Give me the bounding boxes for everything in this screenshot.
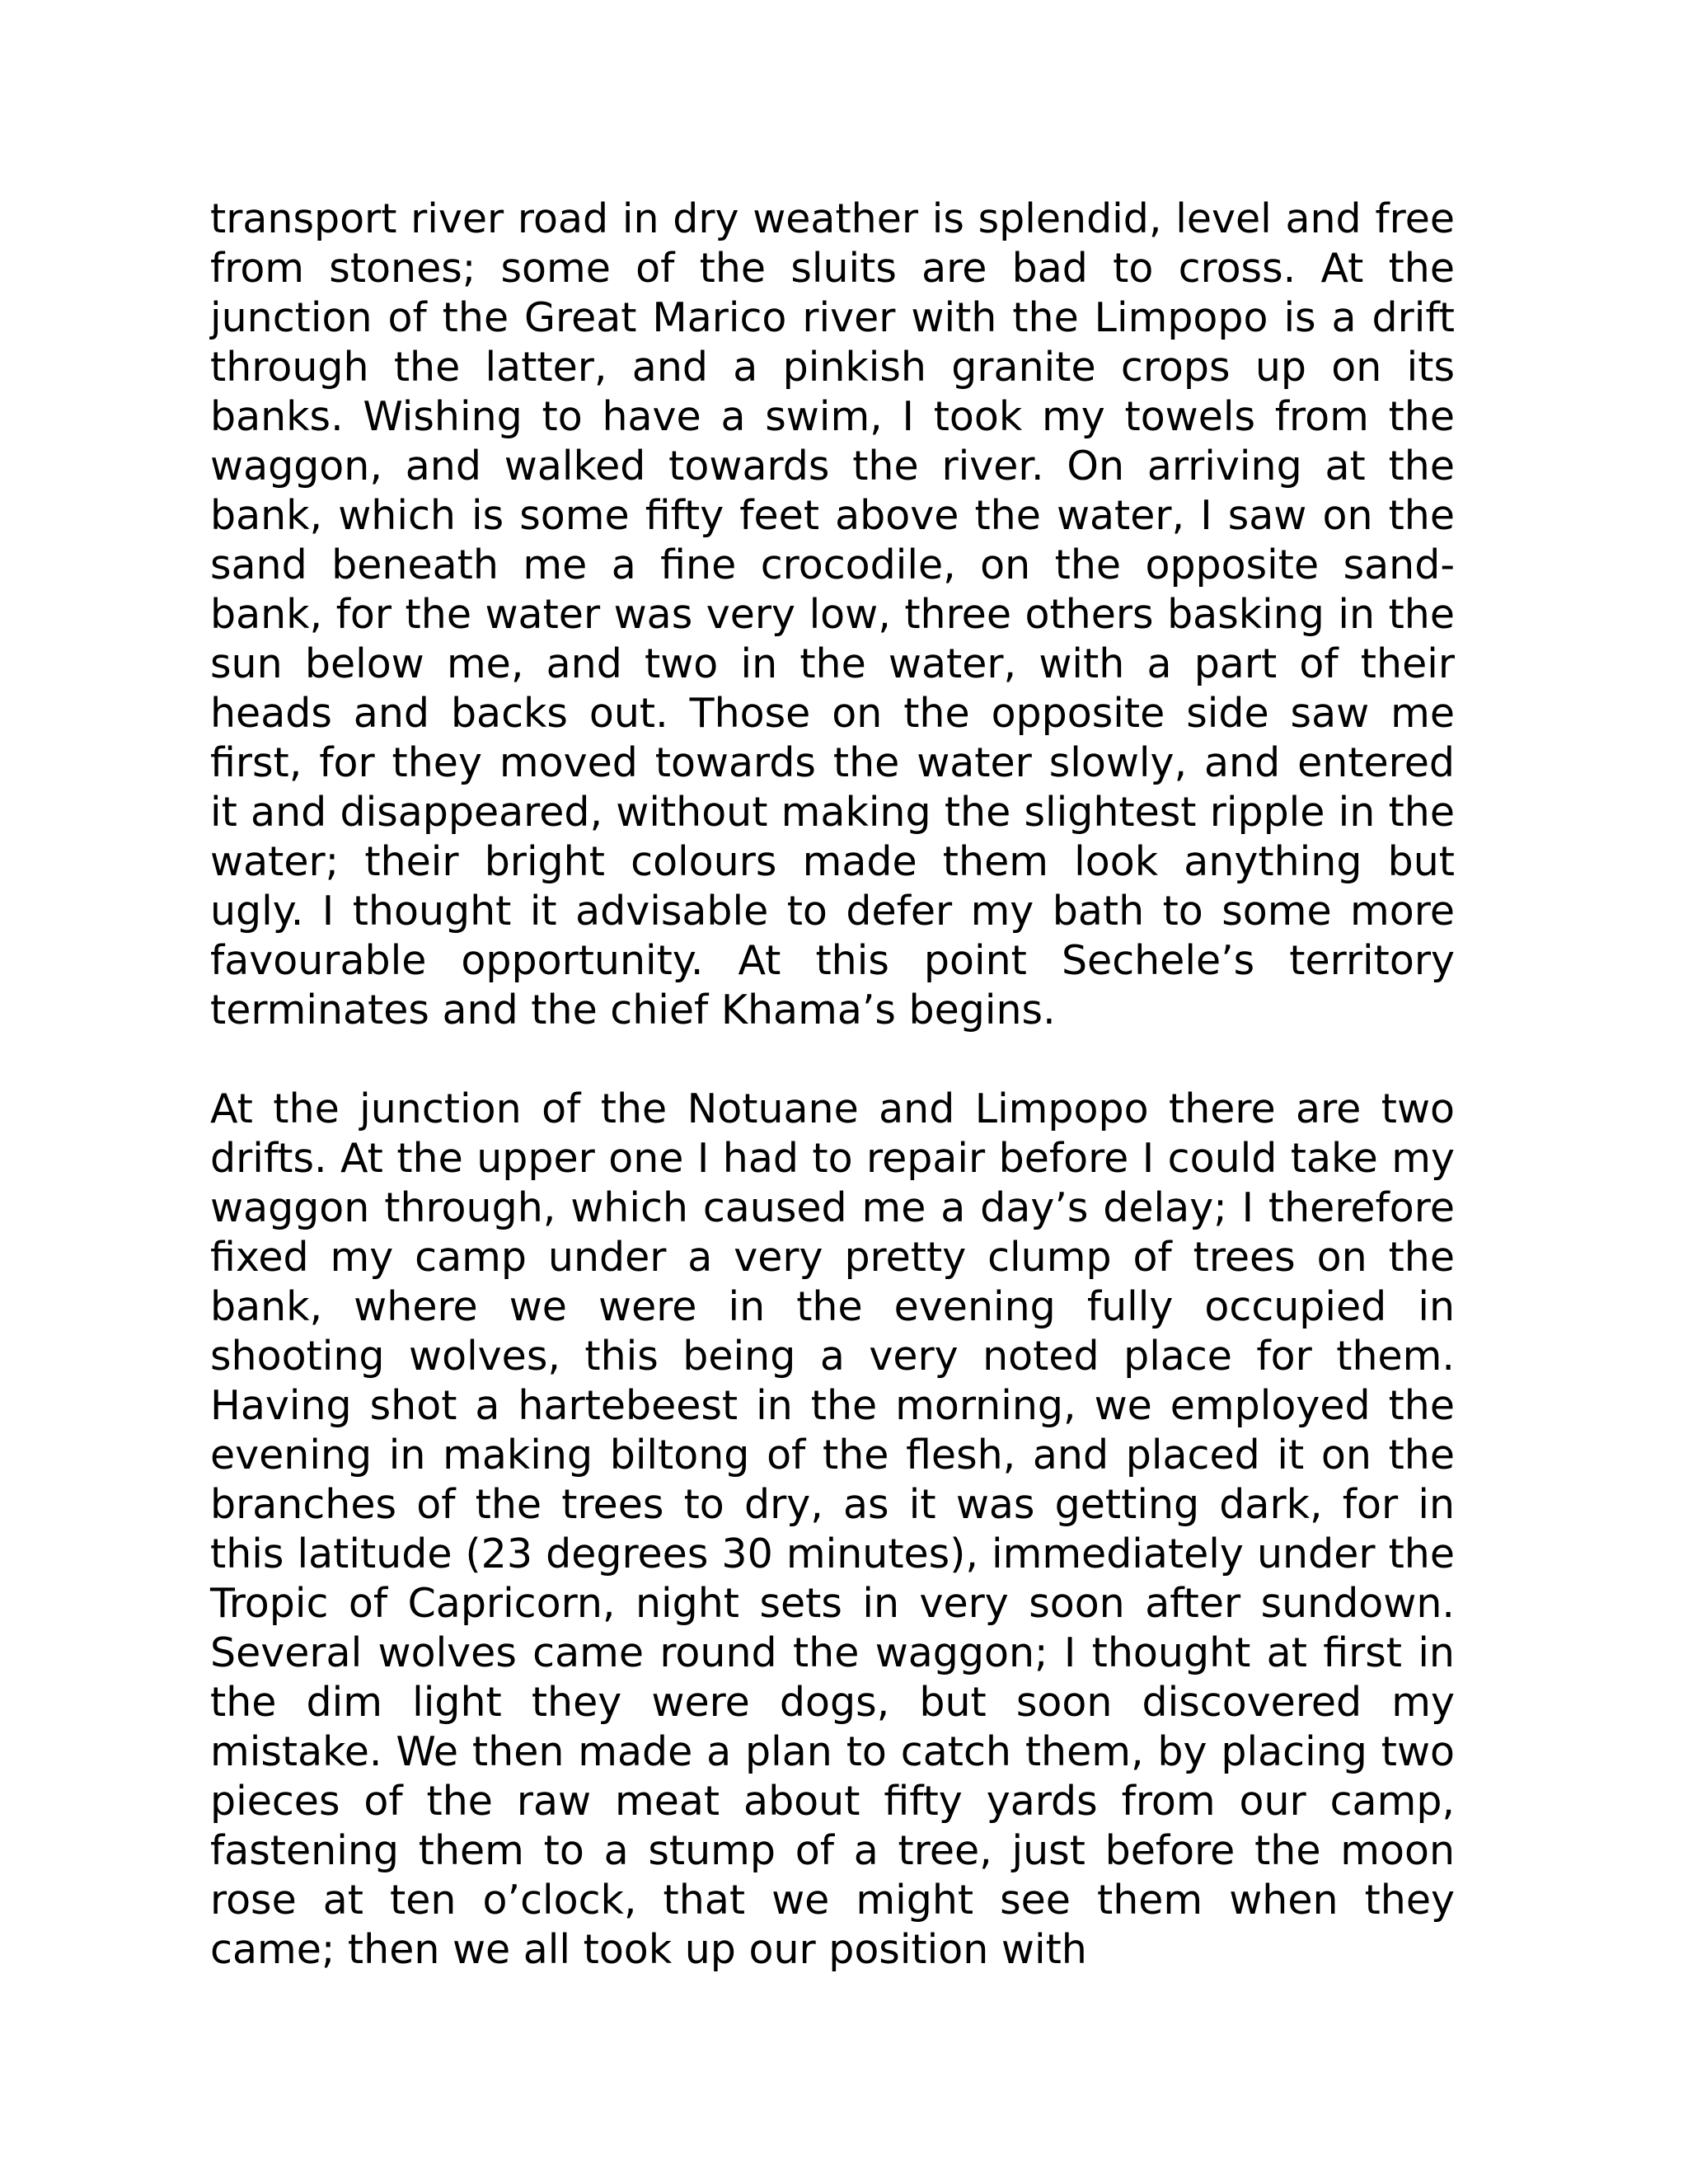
paragraph-crocodiles: transport river road in dry weather is splendid, level and free from stones; some of the sluits are bad to cross. At the junction of the Great Marico river with the Limpopo is a drift through the latter, and a pinkish granite crops up on its banks. Wishing to have a swim, I took my towels from the waggon, and walked towards the river. On arriving at the bank, which is some fifty feet above the water, I saw on the sand beneath me a fine crocodile, on the opposite sand-bank, for the water was very low, three others basking in the sun below me, and two in the water, with a part of their heads and backs out. Those on the opposite side saw me first, for they moved towards the water slowly, and entered it and disappeared, without making the slightest ripple in the water; their bright colours made them look anything but ugly. I thought it advisable to defer my bath to some more favourable opportunity. At this point Sechele’s territory terminates and the chief Khama’s begins. (210, 195, 1455, 1033)
paragraph-wolves: At the junction of the Notuane and Limpopo there are two drifts. At the upper one I had to repair before I could take my waggon through, which caused me a day’s delay; I therefore fixed my camp under a very pretty clump of trees on the bank, where we were in the evening fully occupied in shooting wolves, this being a very noted place for them. Having shot a hartebeest in the morning, we employed the evening in making biltong of the flesh, and placed it on the branches of the trees to dry, as it was getting dark, for in this latitude (23 degrees 30 minutes), immediately under the Tropic of Capricorn, night sets in very soon after sundown. Several wolves came round the waggon; I thought at first in the dim light they were dogs, but soon discovered my mistake. We then made a plan to catch them, by placing two pieces of the raw meat about fifty yards from our camp, fastening them to a stump of a tree, just before the moon rose at ten o’clock, that we might see them when they came; then we all took up our position with (210, 1085, 1455, 1973)
page-body (210, 194, 1455, 1975)
